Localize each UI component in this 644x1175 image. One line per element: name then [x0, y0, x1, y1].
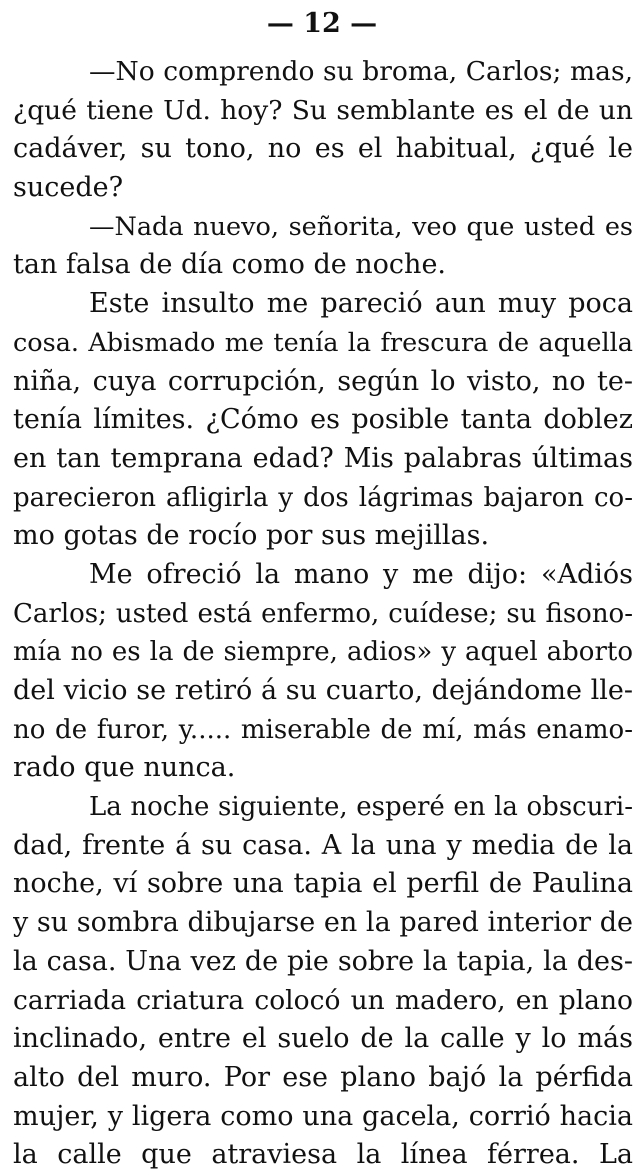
text-line: rado que nunca. [13, 752, 236, 784]
text-line: Carlos; usted está enfermo, cuídese; su fisono- [13, 598, 633, 629]
text-line: —Nada nuevo, señorita, veo que usted es [89, 211, 633, 242]
text-line: cosa. Abismado me tenía la frescura de aquella [13, 327, 633, 358]
text-line: La noche siguiente, esperé en la obscuri- [89, 792, 633, 823]
text-line: Me ofreció la mano y me dijo: «Adiós [89, 558, 633, 590]
text-line: alto del muro. Por ese plano bajó la pérfida [13, 1061, 633, 1093]
page-body-text [13, 53, 633, 1175]
text-line: Este insulto me pareció aun muy poca [89, 288, 633, 320]
text-line: dad, frente á su casa. A la una y media de la [13, 829, 633, 861]
text-line: tan falsa de día como de noche. [13, 249, 447, 281]
text-line: la casa. Una vez de pie sobre la tapia, la des- [13, 945, 633, 977]
text-line: y su sombra dibujarse en la pared interior de [13, 907, 633, 939]
text-line: niña, cuya corrupción, según lo visto, no te- [13, 365, 633, 397]
text-line: inclinado, entre el suelo de la calle y lo más [13, 1023, 633, 1055]
text-line: ¿qué tiene Ud. hoy? Su semblante es el de un [13, 94, 633, 126]
text-line: no de furor, y..... miserable de mí, más enamo- [13, 714, 633, 745]
text-line: noche, ví sobre una tapia el perfil de Paulina [13, 868, 633, 900]
text-line: tenía límites. ¿Cómo es posible tanta doblez [13, 404, 633, 436]
text-line: la calle que atraviesa la línea férrea. La [13, 1139, 633, 1171]
text-line: parecieron afligirla y dos lágrimas bajaron co- [13, 482, 633, 513]
text-line: —No comprendo su broma, Carlos; mas, [89, 56, 633, 87]
text-line: cadáver, su tono, no es el habitual, ¿qué le [13, 133, 633, 165]
text-line: sucede? [13, 172, 124, 204]
text-line: mo gotas de rocío por sus mejillas. [13, 520, 490, 552]
text-line: mujer, y ligera como una gacela, corrió hacia [13, 1100, 633, 1132]
page-number: — 12 — [266, 8, 378, 39]
text-line: carriada criatura colocó un madero, en plano [13, 984, 633, 1016]
text-line: en tan temprana edad? Mis palabras últimas [13, 442, 633, 474]
text-line: del vicio se retiró á su cuarto, dejándome lle- [13, 675, 633, 706]
text-line: mía no es la de siempre, adios» y aquel aborto [13, 637, 633, 668]
